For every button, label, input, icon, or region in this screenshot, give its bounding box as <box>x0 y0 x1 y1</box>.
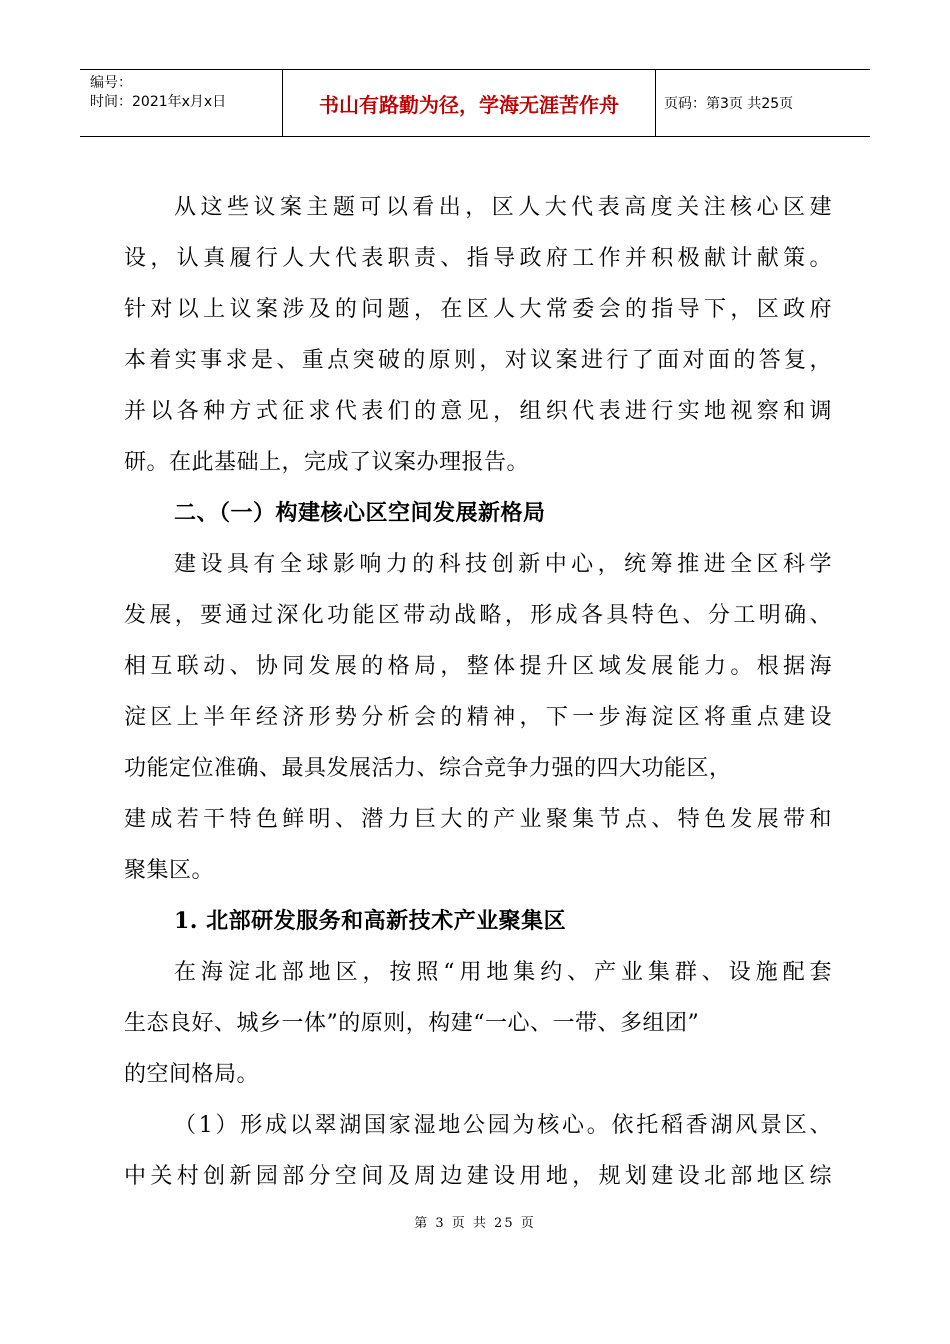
paragraph-line: （1）形成以翠湖国家湿地公园为核心。依托稻香湖风景区、 <box>174 1113 832 1138</box>
subsection-heading: 1. 北部研发服务和高新技术产业聚集区 <box>174 908 567 934</box>
paragraph-line: 建成若干特色鲜明、潜力巨大的产业聚集节点、特色发展带和 <box>124 807 832 832</box>
paragraph-line: 本着实事求是、重点突破的原则，对议案进行了面对面的答复， <box>124 348 832 373</box>
paragraph-line: 淀区上半年经济形势分析会的精神，下一步海淀区将重点建设 <box>124 705 832 730</box>
page-footer: 第 3 页 共 25 页 <box>414 1216 536 1231</box>
document-header <box>80 69 870 137</box>
paragraph-line: 中关村创新园部分空间及周边建设用地，规划建设北部地区综 <box>124 1164 832 1189</box>
paragraph-line: 发展，要通过深化功能区带动战略，形成各具特色、分工明确、 <box>124 603 832 628</box>
paragraph-line: 从这些议案主题可以看出，区人大代表高度关注核心区建 <box>174 195 832 220</box>
paragraph-line: 的空间格局。 <box>124 1062 260 1087</box>
header-motto: 书山有路勤为径，学海无涯苦作舟 <box>283 70 656 136</box>
paragraph-line: 建设具有全球影响力的科技创新中心，统筹推进全区科学 <box>174 552 832 577</box>
paragraph-line: 在海淀北部地区，按照“用地集约、产业集群、设施配套 <box>174 960 832 985</box>
paragraph-line: 生态良好、城乡一体”的原则，构建“一心、一带、多组团” <box>124 1011 700 1036</box>
paragraph-line: 并以各种方式征求代表们的意见，组织代表进行实地视察和调 <box>124 399 832 424</box>
document-date: 时间：2021年x月x日 <box>90 94 227 110</box>
section-heading: 二、（一）构建核心区空间发展新格局 <box>174 500 546 526</box>
document-body <box>124 182 832 1202</box>
document-number: 编号： <box>90 75 132 91</box>
paragraph-line: 研。在此基础上，完成了议案办理报告。 <box>124 450 530 475</box>
paragraph-line: 针对以上议案涉及的问题，在区人大常委会的指导下，区政府 <box>124 297 832 322</box>
header-meta <box>80 70 283 136</box>
paragraph-line: 相互联动、协同发展的格局，整体提升区域发展能力。根据海 <box>124 654 832 679</box>
header-page-info: 页码：第3页 共25页 <box>664 96 794 112</box>
paragraph-line: 设，认真履行人大代表职责、指导政府工作并积极献计献策。 <box>124 246 832 271</box>
paragraph-line: 功能定位准确、最具发展活力、综合竞争力强的四大功能区， <box>124 756 732 781</box>
paragraph-line: 聚集区。 <box>124 858 215 883</box>
